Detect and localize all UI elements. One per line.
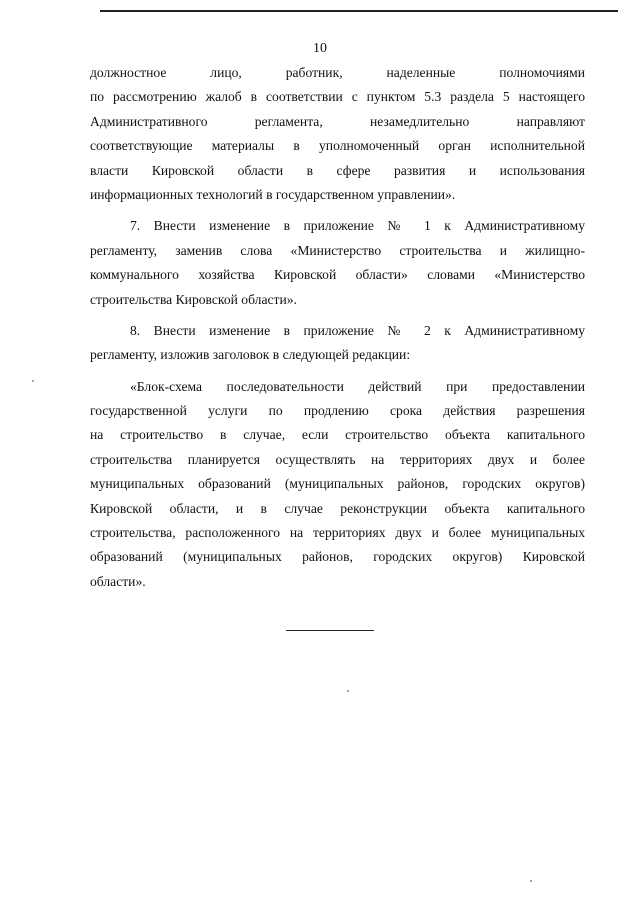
top-border-line — [100, 10, 618, 12]
document-body — [90, 61, 585, 594]
text-line: строительства, расположенного на территориях двух и более муниципальных — [90, 525, 585, 541]
text-line: соответствующие материалы в уполномоченный орган исполнительной — [90, 138, 585, 154]
page-number: 10 — [313, 41, 327, 56]
text-line: строительства планируется осуществлять на территориях двух и более — [90, 451, 585, 467]
scan-speck — [32, 380, 34, 382]
paragraph-quote — [90, 375, 585, 595]
text-line: области». — [90, 573, 146, 589]
text-line: строительства Кировской области». — [90, 291, 297, 307]
text-line: регламенту, изложив заголовок в следующей редакции: — [90, 347, 411, 363]
text-line: Кировской области, и в случае реконструкции объекта капитального — [90, 500, 585, 516]
paragraph-item-7 — [90, 214, 585, 312]
text-line: «Блок-схема последовательности действий при предоставлении — [130, 378, 585, 394]
text-line: по рассмотрению жалоб в соответствии с пунктом 5.3 раздела 5 настоящего — [90, 89, 585, 105]
scan-speck — [530, 880, 532, 882]
text-line: регламенту, заменив слова «Министерство строительства и жилищно- — [90, 242, 585, 258]
text-line: 8. Внести изменение в приложение № 2 к Административному — [130, 322, 585, 338]
text-line: 7. Внести изменение в приложение № 1 к Административному — [130, 218, 585, 234]
text-line: муниципальных образований (муниципальных районов, городских округов) — [90, 476, 585, 492]
scan-speck — [347, 690, 349, 692]
paragraph-continuation — [90, 61, 585, 207]
text-line: власти Кировской области в сфере развития и использования — [90, 162, 585, 178]
text-line: должностное лицо, работник, наделенные полномочиями — [90, 65, 585, 80]
text-line: информационных технологий в государственном управлении». — [90, 186, 456, 202]
text-line: на строительство в случае, если строительство объекта капитального — [90, 427, 585, 443]
text-line: коммунального хозяйства Кировской области» словами «Министерство — [90, 267, 585, 283]
paragraph-item-8 — [90, 319, 585, 368]
text-line: образований (муниципальных районов, городских округов) Кировской — [90, 549, 585, 565]
text-line: Административного регламента, незамедлительно направляют — [90, 113, 585, 129]
text-line: государственной услуги по продлению срока действия разрешения — [90, 403, 585, 419]
end-separator-line — [286, 630, 374, 631]
